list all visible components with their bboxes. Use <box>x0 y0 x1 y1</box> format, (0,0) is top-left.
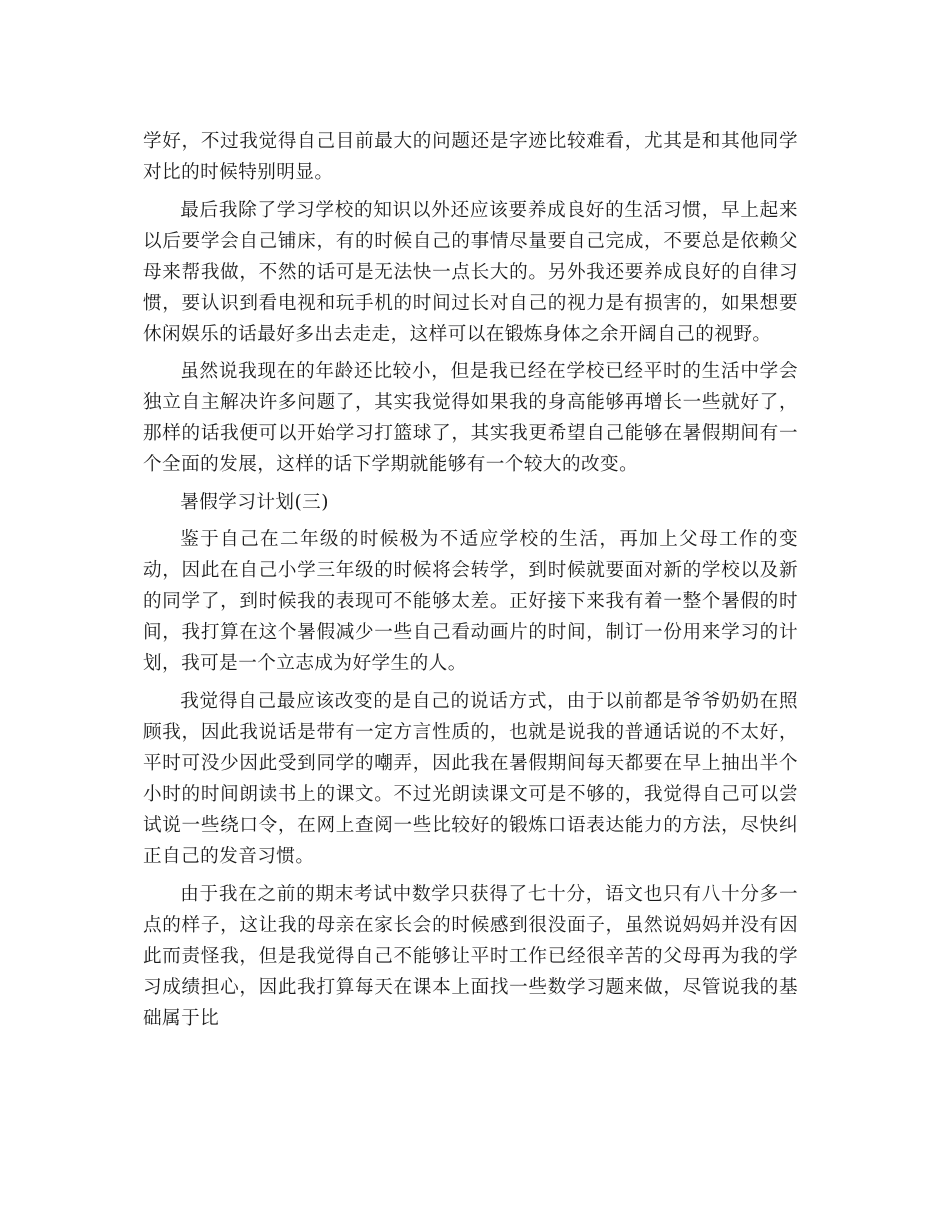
paragraph-growth: 虽然说我现在的年龄还比较小，但是我已经在学校已经平时的生活中学会独立自主解决许多问题了，其实我觉得如果我的身高能够再增长一些就好了，那样的话我便可以开始学习打篮球了，其实我更希望自己能够在暑假期间有一个全面的发展，这样的话下学期就能够有一个较大的改变。 <box>143 361 798 476</box>
paragraph-habits: 最后我除了学习学校的知识以外还应该要养成良好的生活习惯，早上起来以后要学会自己铺床，有的时候自己的事情尽量要自己完成，不要总是依赖父母来帮我做，不然的话可是无法快一点长大的。另外我还要养成良好的自律习惯，要认识到看电视和玩手机的时间过长对自己的视力是有损害的，如果想要休闲娱乐的话最好多出去走走，这样可以在锻炼身体之余开阔自己的视野。 <box>143 199 798 345</box>
document-body <box>143 126 798 1040</box>
paragraph-transfer: 鉴于自己在二年级的时候极为不适应学校的生活，再加上父母工作的变动，因此在自己小学三年级的时候将会转学，到时候就要面对新的学校以及新的同学了，到时候我的表现可不能够太差。正好接下来我有着一整个暑假的时间，我打算在这个暑假减少一些自己看动画片的时间，制订一份用来学习的计划，我可是一个立志成为好学生的人。 <box>143 529 798 675</box>
paragraph-continued: 学好，不过我觉得自己目前最大的问题还是字迹比较难看，尤其是和其他同学对比的时候特别明显。 <box>143 131 798 183</box>
section-heading: 暑假学习计划(三) <box>180 491 329 513</box>
paragraph-speech: 我觉得自己最应该改变的是自己的说话方式，由于以前都是爷爷奶奶在照顾我，因此我说话是带有一定方言性质的，也就是说我的普通话说的不太好，平时可没少因此受到同学的嘲弄，因此我在暑假期间每天都要在早上抽出半个小时的时间朗读书上的课文。不过光朗读课文可是不够的，我觉得自己可以尝试说一些绕口令，在网上查阅一些比较好的锻炼口语表达能力的方法，尽快纠正自己的发音习惯。 <box>143 690 798 867</box>
paragraph-math: 由于我在之前的期末考试中数学只获得了七十分，语文也只有八十分多一点的样子，这让我的母亲在家长会的时候感到很没面子，虽然说妈妈并没有因此而责怪我，但是我觉得自己不能够让平时工作已经很辛苦的父母再为我的学习成绩担心，因此我打算每天在课本上面找一些数学习题来做，尽管说我的基础属于比 <box>143 883 798 1029</box>
